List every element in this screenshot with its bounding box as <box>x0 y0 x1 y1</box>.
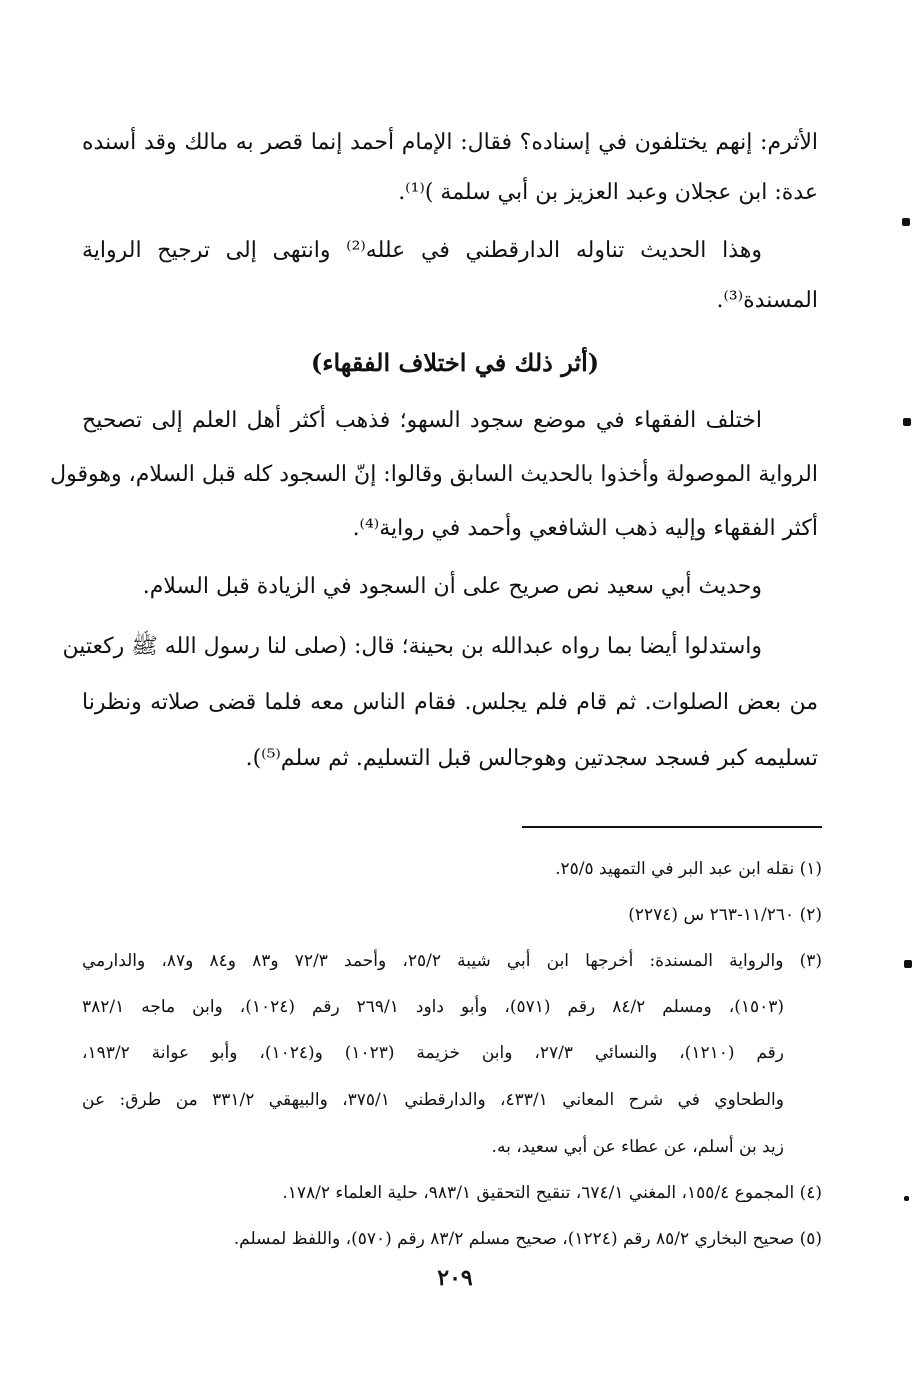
body-line-2: عدة: ابن عجلان وعبد العزيز بن أبي سلمة )⁽¹⁾. <box>398 180 818 205</box>
section-line-4: وحديث أبي سعيد نص صريح على أن السجود في الزيادة قبل السلام. <box>142 574 762 599</box>
section-line-3: أكثر الفقهاء وإليه ذهب الشافعي وأحمد في رواية⁽⁴⁾. <box>352 516 818 541</box>
footnote-3-line-5: زيد بن أسلم، عن عطاء عن أبي سعيد، به. <box>491 1137 784 1157</box>
scan-mark <box>904 960 912 968</box>
body-line-3: وهذا الحديث تناوله الدارقطني في علله⁽²⁾ وانتهى إلى ترجيح الرواية <box>82 238 762 263</box>
section-line-5: واستدلوا أيضا بما رواه عبدالله بن بحينة؛ قال: (صلى لنا رسول الله ﷺ ركعتين <box>62 634 762 659</box>
footnote-4: (٤) المجموع ١٥٥/٤، المغني ٦٧٤/١، تنقيح التحقيق ٩٨٣/١، حلية العلماء ١٧٨/٢. <box>282 1183 822 1203</box>
footnote-3-line-4: والطحاوي في شرح المعاني ٤٣٣/١، والدارقطني ٣٧٥/١، والبيهقي ٣٣١/٢ من طرق: عن <box>82 1090 784 1110</box>
footnote-3-line-3: رقم (١٢١٠)، والنسائي ٢٧/٣، وابن خزيمة (١٠٢٣) و(١٠٢٤)، وأبو عوانة ١٩٣/٢، <box>82 1043 785 1063</box>
footnote-3-line-1: (٣) والرواية المسندة: أخرجها ابن أبي شيبة ٢٥/٢، وأحمد ٧٢/٣ و٨٣ و٨٤ و٨٧، والدارمي <box>82 951 822 971</box>
section-line-2: الرواية الموصولة وأخذوا بالحديث السابق وقالوا: إنّ السجود كله قبل السلام، وهوقول <box>50 462 818 487</box>
footnote-1: (١) نقله ابن عبد البر في التمهيد ٢٥/٥. <box>555 859 822 879</box>
footnote-3-line-2: (١٥٠٣)، ومسلم ٨٤/٢ رقم (٥٧١)، وأبو داود ٢٦٩/١ رقم (١٠٢٤)، وابن ماجه ٣٨٢/١ <box>82 997 784 1017</box>
section-line-7: تسليمه كبر فسجد سجدتين وهوجالس قبل التسليم. ثم سلم⁽⁵⁾). <box>245 746 818 771</box>
body-line-4: المسندة⁽³⁾. <box>716 288 818 313</box>
scan-mark <box>903 418 911 426</box>
scan-mark <box>904 1196 909 1201</box>
footnote-2: (٢) ١١/٢٦٠-٢٦٣ س (٢٢٧٤) <box>628 905 822 925</box>
section-heading: (أثر ذلك في اختلاف الفقهاء) <box>310 348 600 377</box>
body-line-1: الأثرم: إنهم يختلفون في إسناده؟ فقال: الإمام أحمد إنما قصر به مالك وقد أسنده <box>82 130 818 155</box>
footnote-separator <box>522 826 822 828</box>
scan-mark <box>902 218 910 226</box>
section-line-6: من بعض الصلوات. ثم قام فلم يجلس. فقام الناس معه فلما قضى صلاته ونظرنا <box>82 690 818 715</box>
page-number: ٢٠٩ <box>437 1265 473 1291</box>
footnote-5: (٥) صحيح البخاري ٨٥/٢ رقم (١٢٢٤)، صحيح مسلم ٨٣/٢ رقم (٥٧٠)، واللفظ لمسلم. <box>233 1229 822 1249</box>
section-line-1: اختلف الفقهاء في موضع سجود السهو؛ فذهب أكثر أهل العلم إلى تصحيح <box>82 408 762 433</box>
